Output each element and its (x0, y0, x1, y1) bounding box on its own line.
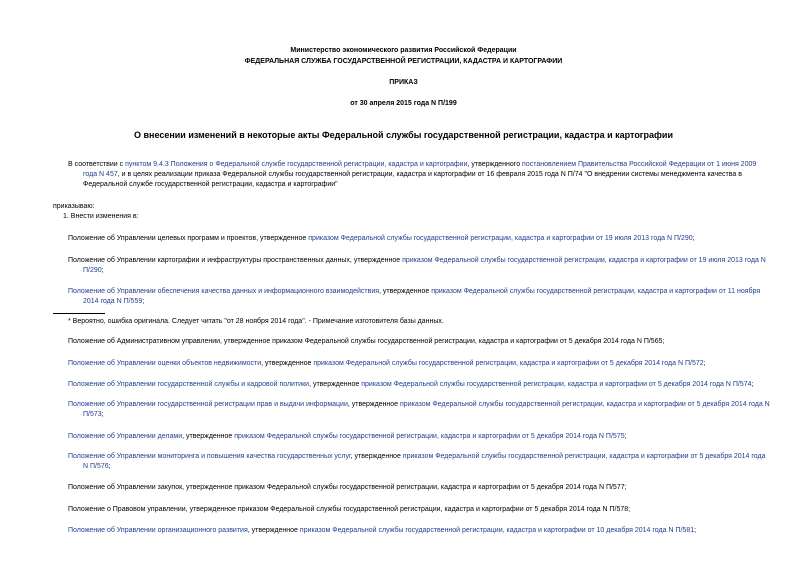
entry-link[interactable]: Положение об Управлении делами (68, 433, 183, 440)
entry-text: ; (101, 267, 104, 274)
entry-text: ; (101, 411, 104, 418)
entry-link[interactable]: Положение об Управлении государственной службы и кадровой политики (68, 381, 310, 388)
entry-link[interactable]: приказом Федеральной службы государственной регистрации, кадастра и картографии от 5 декабря 2014 года N П/575 (234, 433, 625, 440)
list-item (68, 483, 771, 493)
entry-text: ; (694, 527, 697, 534)
entry-text: ; (751, 381, 754, 388)
document-date: от 30 апреля 2015 года N П/199 (350, 100, 457, 107)
entry-text: ; (108, 463, 111, 470)
list-item (68, 234, 771, 244)
entry-link[interactable]: приказом Федеральной службы государственной регистрации, кадастра и картографии от 5 декабря 2014 года N П/576 (83, 453, 766, 470)
entry-text: Положение об Управлении картографии и инфраструктуры пространственных данных, утвержденное (68, 257, 403, 264)
list-item (68, 526, 771, 536)
entry-link[interactable]: приказом Федеральной службы государственной регистрации, кадастра и картографии от 5 декабря 2014 года N П/573 (83, 401, 770, 418)
ministry-name: Министерство экономического развития Российской Федерации (290, 47, 517, 54)
entry-link[interactable]: приказом Федеральной службы государственной регистрации, кадастра и картографии от 19 июля 2013 года N П/290 (83, 257, 766, 274)
list-item (68, 380, 771, 390)
entry-text: , утвержденное (261, 360, 314, 367)
preamble-text: В соответствии с (68, 161, 126, 168)
entry-link[interactable]: Положение об Управлении оценки объектов недвижимости (68, 360, 262, 367)
entry-text: , утвержденное (309, 381, 362, 388)
entry-link[interactable]: Положение об Управлении мониторинга и повышения качества государственных услуг (68, 453, 351, 460)
service-name: ФЕДЕРАЛЬНАЯ СЛУЖБА ГОСУДАРСТВЕННОЙ РЕГИСТРАЦИИ, КАДАСТРА И КАРТОГРАФИИ (244, 58, 563, 65)
entry-text: , утвержденное (350, 453, 403, 460)
list-item (68, 452, 771, 472)
entry-text: Положение об Управлении целевых программ и проектов, утвержденное (68, 235, 309, 242)
list-item (68, 400, 771, 420)
entry-text: , утвержденное (379, 288, 432, 295)
entry-text: Положение об Управлении закупок, утвержденное приказом Федеральной службы государственной регистрации, кадастра и картографии от 5 декабря 2014 года N П/577; (68, 484, 627, 491)
preamble-link-resolution[interactable]: постановлением Правительства Российской Федерации от 1 июня 2009 года N 457 (83, 161, 757, 178)
footnote: * Вероятно, ошибка оригинала. Следует читать "от 28 ноября 2014 года". - Примечание изготовителя базы данных. (68, 318, 444, 325)
preamble-link-regulation[interactable]: пунктом 9.4.3 Положения о Федеральной службе государственной регистрации, кадастра и картографии (125, 161, 468, 168)
entry-text: ; (142, 298, 145, 305)
list-item (68, 432, 771, 442)
footnote-separator (53, 313, 105, 314)
list-item (68, 287, 771, 307)
entry-text: Положение об Административном управлении, утвержденное приказом Федеральной службы государственной регистрации, кадастра и картографии от 5 декабря 2014 года N П/565; (68, 338, 665, 345)
entry-link[interactable]: приказом Федеральной службы государственной регистрации, кадастра и картографии от 5 декабря 2014 года N П/574 (361, 381, 752, 388)
preamble-paragraph (68, 160, 771, 190)
list-item (68, 505, 771, 515)
list-item (68, 359, 771, 369)
entry-text: , утвержденное (347, 401, 401, 408)
entry-text: ; (703, 360, 706, 367)
list-item (68, 337, 771, 347)
document-type: ПРИКАЗ (389, 79, 418, 86)
order-word: приказываю: (53, 203, 95, 210)
entry-text: Положение о Правовом управлении, утвержденное приказом Федеральной службы государственной регистрации, кадастра и картографии от 5 декабря 2014 года N П/578; (68, 506, 631, 513)
entry-link[interactable]: приказом Федеральной службы государственной регистрации, кадастра и картографии от 11 ноября 2014 года N П/559 (83, 288, 761, 305)
entry-link[interactable]: приказом Федеральной службы государственной регистрации, кадастра и картографии от 10 декабря 2014 года N П/581 (299, 527, 695, 534)
entry-link[interactable]: приказом Федеральной службы государственной регистрации, кадастра и картографии от 5 декабря 2014 года N П/572 (313, 360, 704, 367)
entry-link[interactable]: Положение об Управлении организационного развития (68, 527, 248, 534)
entry-link[interactable]: Положение об Управлении государственной регистрации прав и выдачи информации (68, 401, 348, 408)
list-item (68, 256, 771, 276)
item-1: 1. Внести изменения в: (63, 213, 139, 220)
document-title: О внесении изменений в некоторые акты Федеральной службы государственной регистрации, кадастра и картографии (133, 130, 674, 140)
entry-text: , утвержденное (182, 433, 235, 440)
entry-text: ; (624, 433, 627, 440)
preamble-text: , утвержденного (467, 161, 523, 168)
entry-text: ; (692, 235, 695, 242)
preamble-text: , и в целях реализации приказа Федеральной службы государственной регистрации, кадастра и картографии от 16 февраля 2015 года N П/74 "О внедрении системы менеджмента качества в Федеральной службе государственной регистрации, кадастра и картографии" (83, 171, 742, 188)
entry-link[interactable]: Положение об Управлении обеспечения качества данных и информационного взаимодействия (68, 288, 380, 295)
entry-text: , утвержденное (247, 527, 300, 534)
entry-link[interactable]: приказом Федеральной службы государственной регистрации, кадастра и картографии от 19 июля 2013 года N П/290 (308, 235, 693, 242)
